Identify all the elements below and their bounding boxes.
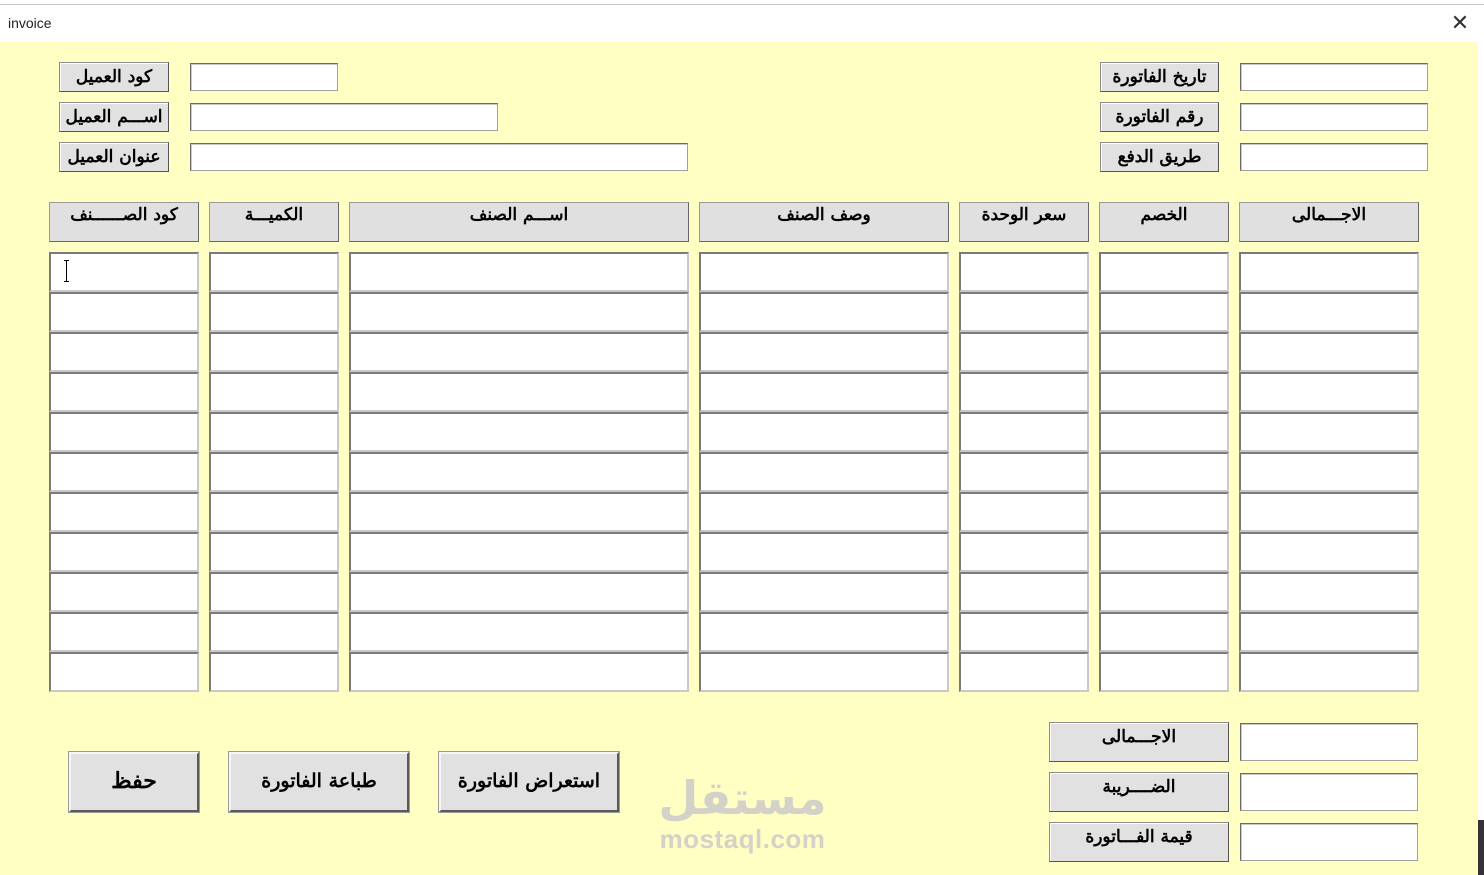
grid-cell-unit-price[interactable]	[959, 372, 1089, 412]
grid-cell-discount[interactable]	[1099, 572, 1229, 612]
grid-cell-item-code[interactable]	[49, 652, 199, 692]
grid-cell-item-code[interactable]	[49, 612, 199, 652]
watermark-arabic: مستقل	[658, 771, 827, 825]
window-titlebar	[0, 4, 1484, 43]
grid-cell-item-code[interactable]	[49, 572, 199, 612]
grid-cell-item-code[interactable]	[49, 532, 199, 572]
window-edge	[1478, 42, 1484, 875]
grid-cell-item-description[interactable]	[699, 572, 949, 612]
customer-address-label: عنوان العميل	[59, 142, 169, 172]
grid-cell-total[interactable]	[1239, 652, 1419, 692]
grid-cell-unit-price[interactable]	[959, 452, 1089, 492]
grid-cell-item-description[interactable]	[699, 532, 949, 572]
grid-cell-item-description[interactable]	[699, 652, 949, 692]
grid-cell-item-description[interactable]	[699, 612, 949, 652]
grid-cell-quantity[interactable]	[209, 572, 339, 612]
watermark-latin: mostaql.com	[659, 824, 826, 854]
grid-cell-unit-price[interactable]	[959, 252, 1089, 292]
grid-cell-discount[interactable]	[1099, 252, 1229, 292]
grid-cell-unit-price[interactable]	[959, 572, 1089, 612]
save-button[interactable]: حفظ	[69, 752, 199, 812]
customer-name-input[interactable]	[190, 103, 498, 131]
grid-cell-item-code[interactable]	[49, 492, 199, 532]
grid-cell-quantity[interactable]	[209, 412, 339, 452]
grid-cell-total[interactable]	[1239, 372, 1419, 412]
invoice-value-label: قيمة الفـــاتورة	[1049, 822, 1229, 862]
grid-cell-quantity[interactable]	[209, 452, 339, 492]
grid-cell-item-description[interactable]	[699, 252, 949, 292]
customer-code-label: كود العميل	[59, 62, 169, 92]
grid-cell-discount[interactable]	[1099, 372, 1229, 412]
header-total: الاجـــمالى	[1239, 202, 1419, 242]
grid-cell-item-description[interactable]	[699, 452, 949, 492]
grid-cell-total[interactable]	[1239, 332, 1419, 372]
resize-edge	[1478, 820, 1484, 875]
grid-cell-unit-price[interactable]	[959, 532, 1089, 572]
header-item-code: كود الصــــــنف	[49, 202, 199, 242]
grid-cell-quantity[interactable]	[209, 492, 339, 532]
grid-cell-item-code[interactable]	[49, 252, 199, 292]
grid-cell-quantity[interactable]	[209, 612, 339, 652]
grid-cell-item-description[interactable]	[699, 292, 949, 332]
grid-cell-quantity[interactable]	[209, 332, 339, 372]
header-discount: الخصم	[1099, 202, 1229, 242]
grid-cell-item-description[interactable]	[699, 372, 949, 412]
invoice-number-input[interactable]	[1240, 103, 1428, 131]
grid-cell-discount[interactable]	[1099, 532, 1229, 572]
grid-cell-item-name[interactable]	[349, 532, 689, 572]
grid-cell-unit-price[interactable]	[959, 332, 1089, 372]
grid-cell-item-description[interactable]	[699, 412, 949, 452]
summary-total-input[interactable]	[1240, 723, 1418, 761]
summary-total-label: الاجـــمالى	[1049, 722, 1229, 762]
invoice-date-label: تاريخ الفاتورة	[1100, 62, 1219, 92]
grid-cell-item-code[interactable]	[49, 372, 199, 412]
grid-cell-item-name[interactable]	[349, 372, 689, 412]
invoice-value-input[interactable]	[1240, 823, 1418, 861]
grid-cell-item-code[interactable]	[49, 412, 199, 452]
grid-cell-quantity[interactable]	[209, 292, 339, 332]
preview-invoice-button[interactable]: استعراض الفاتورة	[439, 752, 619, 812]
grid-cell-total[interactable]	[1239, 492, 1419, 532]
payment-method-label: طريق الدفع	[1100, 142, 1219, 172]
grid-cell-item-name[interactable]	[349, 332, 689, 372]
mostaql-watermark	[650, 770, 835, 860]
grid-cell-discount[interactable]	[1099, 412, 1229, 452]
grid-cell-item-name[interactable]	[349, 652, 689, 692]
grid-cell-item-code[interactable]	[49, 332, 199, 372]
close-icon[interactable]: ✕	[1450, 11, 1470, 36]
grid-cell-total[interactable]	[1239, 532, 1419, 572]
text-caret	[66, 260, 67, 282]
header-quantity: الكميـــة	[209, 202, 339, 242]
grid-cell-quantity[interactable]	[209, 652, 339, 692]
grid-cell-unit-price[interactable]	[959, 652, 1089, 692]
grid-cell-total[interactable]	[1239, 252, 1419, 292]
header-unit-price: سعر الوحدة	[959, 202, 1089, 242]
grid-cell-item-code[interactable]	[49, 292, 199, 332]
grid-cell-quantity[interactable]	[209, 252, 339, 292]
grid-cell-unit-price[interactable]	[959, 612, 1089, 652]
invoice-number-label: رقم الفاتورة	[1100, 102, 1219, 132]
grid-cell-total[interactable]	[1239, 612, 1419, 652]
grid-cell-item-name[interactable]	[349, 492, 689, 532]
window-title: invoice	[8, 15, 52, 31]
grid-cell-discount[interactable]	[1099, 452, 1229, 492]
invoice-date-input[interactable]	[1240, 63, 1428, 91]
grid-cell-discount[interactable]	[1099, 492, 1229, 532]
grid-cell-unit-price[interactable]	[959, 492, 1089, 532]
grid-cell-item-code[interactable]	[49, 452, 199, 492]
grid-cell-unit-price[interactable]	[959, 412, 1089, 452]
grid-cell-item-name[interactable]	[349, 252, 689, 292]
grid-cell-item-name[interactable]	[349, 572, 689, 612]
grid-cell-item-name[interactable]	[349, 452, 689, 492]
header-item-description: وصف الصنف	[699, 202, 949, 242]
grid-cell-total[interactable]	[1239, 412, 1419, 452]
grid-cell-item-description[interactable]	[699, 492, 949, 532]
grid-cell-quantity[interactable]	[209, 532, 339, 572]
header-item-name: اســـم الصنف	[349, 202, 689, 242]
tax-label: الضــــريبة	[1049, 772, 1229, 812]
grid-cell-discount[interactable]	[1099, 612, 1229, 652]
grid-cell-item-description[interactable]	[699, 332, 949, 372]
customer-name-label: اســـم العميل	[59, 102, 169, 132]
grid-cell-item-name[interactable]	[349, 292, 689, 332]
grid-cell-item-name[interactable]	[349, 412, 689, 452]
print-invoice-button[interactable]: طباعة الفاتورة	[229, 752, 409, 812]
grid-cell-item-name[interactable]	[349, 612, 689, 652]
grid-cell-total[interactable]	[1239, 292, 1419, 332]
grid-cell-quantity[interactable]	[209, 372, 339, 412]
grid-cell-total[interactable]	[1239, 452, 1419, 492]
grid-cell-discount[interactable]	[1099, 652, 1229, 692]
tax-input[interactable]	[1240, 773, 1418, 811]
grid-cell-discount[interactable]	[1099, 332, 1229, 372]
grid-cell-total[interactable]	[1239, 572, 1419, 612]
grid-cell-unit-price[interactable]	[959, 292, 1089, 332]
payment-method-input[interactable]	[1240, 143, 1428, 171]
customer-code-input[interactable]	[190, 63, 338, 91]
customer-address-input[interactable]	[190, 143, 688, 171]
grid-cell-discount[interactable]	[1099, 292, 1229, 332]
